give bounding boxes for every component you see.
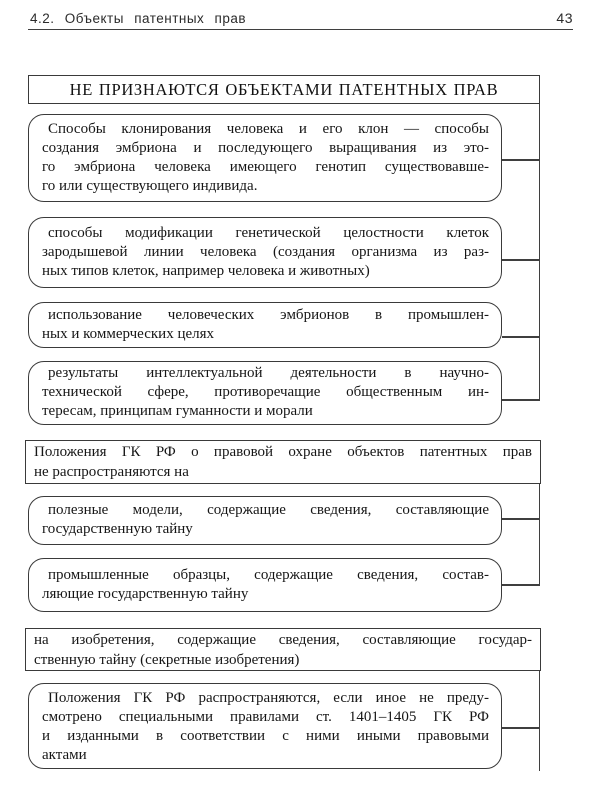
text-line: государственную тайну (42, 521, 193, 537)
section-heading: 4.2. Объекты патентных прав (30, 11, 247, 26)
text-line: Положения ГК РФ о правовой охране объектов патентных прав (34, 444, 532, 460)
text-line: ственную тайну (секретные изобретения) (34, 652, 300, 668)
text-line: на изобретения, содержащие сведения, составляющие государ- (34, 632, 532, 648)
text-line: смотрено специальными правилами ст. 1401–1405 ГК РФ (42, 709, 489, 725)
connector-line (502, 336, 540, 338)
header-rule (28, 29, 573, 30)
connector-line (502, 727, 540, 729)
text-line: ляющие государственную тайну (42, 586, 249, 602)
text-line: го или существующего индивида. (42, 178, 258, 194)
connector-vline-group1 (539, 104, 541, 400)
text-line: актами (42, 747, 87, 763)
text-line: тересам, принципам гуманности и морали (42, 403, 313, 419)
connector-line (502, 399, 540, 401)
text-line: промышленные образцы, содержащие сведения, состав- (48, 567, 489, 583)
connector-vline-group3 (539, 671, 541, 771)
text-line: способы модификации генетической целостности клеток (48, 225, 489, 241)
text-line: технической сфере, противоречащие общественным ин- (42, 384, 489, 400)
diagram-box-industrial-designs-state-secret (28, 558, 502, 612)
connector-vline-group2 (539, 484, 541, 585)
diagram-box-contrary-to-morality (28, 361, 502, 425)
diagram-box-utility-models-state-secret (28, 496, 502, 545)
diagram-box-embryo-use (28, 302, 502, 348)
statement-box-secret-inventions (25, 628, 541, 671)
text-line: Положения ГК РФ распространяются, если иное не преду- (48, 690, 489, 706)
text-line: использование человеческих эмбрионов в промышлен- (48, 307, 489, 323)
connector-line (502, 159, 540, 161)
statement-box-not-covered (25, 440, 541, 484)
text-line: создания эмбриона и последующего выращивания из это- (42, 140, 489, 156)
text-line: и изданными в соответствии с ними иными правовыми (42, 728, 489, 744)
connector-line (502, 584, 540, 586)
running-head (30, 10, 573, 26)
text-line: ных типов клеток, например человека и животных) (42, 263, 370, 279)
title-box: НЕ ПРИЗНАЮТСЯ ОБЪЕКТАМИ ПАТЕНТНЫХ ПРАВ (28, 75, 540, 104)
connector-line (502, 518, 540, 520)
connector-line (502, 259, 540, 261)
text-line: ных и коммерческих целях (42, 326, 215, 342)
text-line: зародышевой линии человека (создания организма из раз- (42, 244, 489, 260)
page-number: 43 (556, 10, 573, 26)
text-line: Способы клонирования человека и его клон — способы (48, 121, 489, 137)
text-line: не распространяются на (34, 464, 189, 480)
diagram-box-genetic-modification (28, 217, 502, 288)
text-line: го эмбриона человека имеющего генотип существовавше- (42, 159, 489, 175)
diagram-box-cloning (28, 114, 502, 202)
text-line: полезные модели, содержащие сведения, составляющие (48, 502, 489, 518)
text-line: результаты интеллектуальной деятельности в научно- (48, 365, 489, 381)
diagram-box-special-rules (28, 683, 502, 769)
